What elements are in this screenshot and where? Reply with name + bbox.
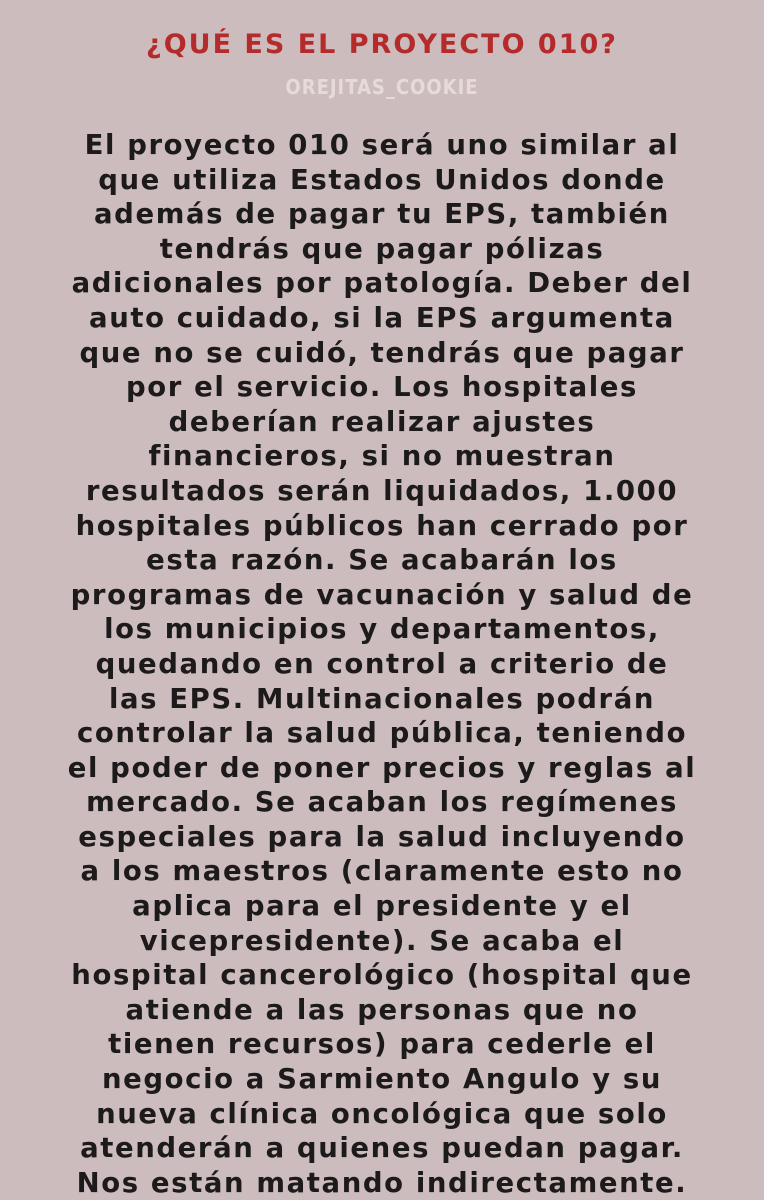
body-line: además de pagar tu EPS, también: [94, 198, 670, 231]
body-line: adicionales por patología. Deber del: [71, 267, 693, 300]
body-line: por el servicio. Los hospitales: [126, 371, 638, 404]
body-line: el poder de poner precios y reglas al: [67, 751, 697, 784]
body-paragraph: [0, 128, 764, 1200]
body-line: aplica para el presidente y el: [132, 890, 632, 923]
body-line: auto cuidado, si la EPS argumenta: [89, 301, 675, 334]
body-line: tendrás que pagar pólizas: [159, 232, 605, 265]
body-line: programas de vacunación y salud de: [70, 578, 694, 611]
body-line: los municipios y departamentos,: [104, 613, 660, 646]
body-line: nueva clínica oncológica que solo: [96, 1097, 668, 1130]
body-line: Nos están matando indirectamente.: [76, 1166, 688, 1199]
body-line: vicepresidente). Se acaba el: [139, 924, 625, 957]
body-line: atenderán a quienes puedan pagar.: [80, 1132, 684, 1165]
body-line: tienen recursos) para cederle el: [108, 1028, 656, 1061]
body-line: negocio a Sarmiento Angulo y su: [101, 1063, 663, 1096]
body-line: que no se cuidó, tendrás que pagar: [79, 336, 685, 369]
author-watermark: OREJITAS_COOKIE: [285, 75, 479, 99]
body-line: que utiliza Estados Unidos donde: [98, 163, 666, 196]
body-line: mercado. Se acaban los regímenes: [86, 786, 678, 819]
body-line: financieros, si no muestran: [148, 440, 616, 473]
page-title: ¿QUÉ ES EL PROYECTO 010?: [146, 29, 618, 60]
body-line: hospital cancerológico (hospital que: [71, 959, 693, 992]
body-line: a los maestros (claramente esto no: [80, 855, 684, 888]
body-line: deberían realizar ajustes: [168, 405, 596, 438]
body-line: las EPS. Multinacionales podrán: [108, 682, 656, 715]
body-line: El proyecto 010 será uno similar al: [84, 129, 680, 161]
body-line: resultados serán liquidados, 1.000: [85, 474, 679, 507]
body-line: especiales para la salud incluyendo: [78, 820, 686, 853]
body-line: atiende a las personas que no: [125, 993, 639, 1026]
body-line: quedando en control a criterio de: [95, 647, 669, 680]
body-line: esta razón. Se acabarán los: [146, 544, 618, 577]
body-line: controlar la salud pública, teniendo: [76, 717, 688, 750]
body-line: hospitales públicos han cerrado por: [75, 509, 689, 542]
